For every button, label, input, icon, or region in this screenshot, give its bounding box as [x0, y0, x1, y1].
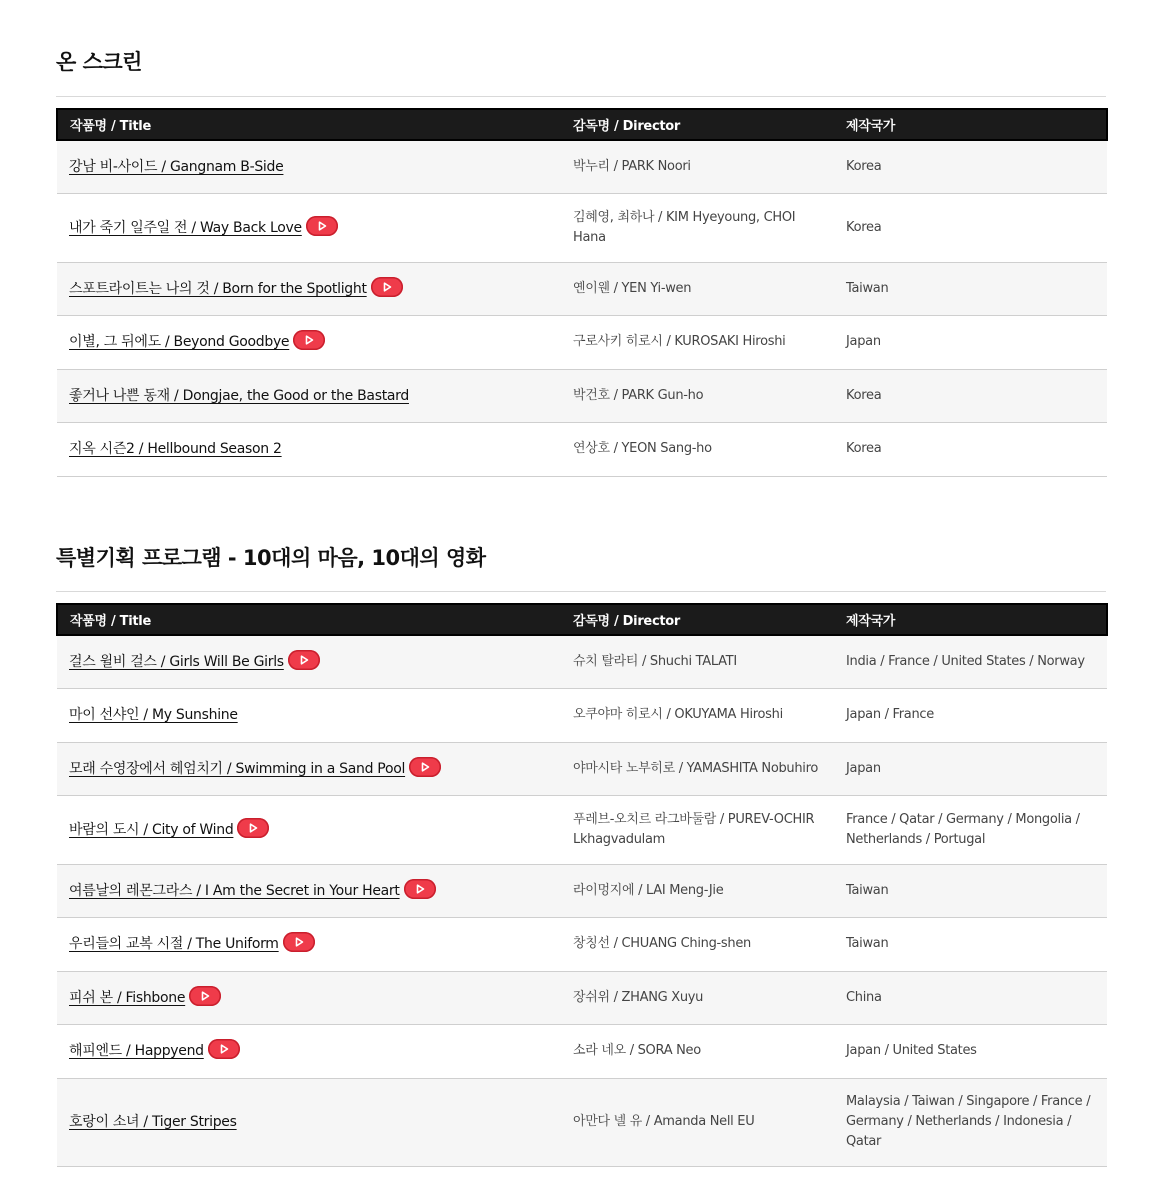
film-title-link[interactable]: 내가 죽기 일주일 전 / Way Back Love: [69, 219, 302, 236]
film-table: [56, 603, 1108, 1167]
play-icon: [381, 281, 393, 293]
table-row: [57, 422, 1107, 476]
country-cell: Taiwan: [834, 262, 1107, 315]
film-title-cell: [57, 1078, 561, 1166]
table-row: [57, 742, 1107, 795]
country-cell: China: [834, 971, 1107, 1024]
table-row: [57, 140, 1107, 193]
film-title-cell: [57, 795, 561, 864]
column-header-title: 작품명 / Title: [57, 604, 561, 635]
country-cell: Malaysia / Taiwan / Singapore / France / Germany / Netherlands / Indonesia / Qatar: [834, 1078, 1107, 1166]
film-title-cell: [57, 193, 561, 262]
film-title-link[interactable]: 모래 수영장에서 헤엄치기 / Swimming in a Sand Pool: [69, 760, 406, 777]
film-title-cell: [57, 422, 561, 476]
table-row: [57, 369, 1107, 422]
play-video-button[interactable]: [288, 650, 320, 670]
director-cell: 슈치 탈라티 / Shuchi TALATI: [561, 635, 834, 688]
film-title-link[interactable]: 여름날의 레몬그라스 / I Am the Secret in Your Heart: [69, 882, 400, 899]
country-cell: India / France / United States / Norway: [834, 635, 1107, 688]
country-cell: Japan: [834, 742, 1107, 795]
play-video-button[interactable]: [404, 879, 436, 899]
film-title-cell: [57, 369, 561, 422]
film-title-link[interactable]: 강남 비-사이드 / Gangnam B-Side: [69, 158, 284, 175]
column-header-country: 제작국가: [834, 604, 1107, 635]
table-row: [57, 193, 1107, 262]
table-row: [57, 315, 1107, 369]
section-divider: [56, 591, 1106, 592]
country-cell: Japan / United States: [834, 1024, 1107, 1078]
table-row: [57, 971, 1107, 1024]
film-title-link[interactable]: 이별, 그 뒤에도 / Beyond Goodbye: [69, 334, 290, 350]
director-cell: 김혜영, 최하나 / KIM Hyeyoung, CHOI Hana: [561, 193, 834, 262]
column-header-director: 감독명 / Director: [561, 109, 834, 140]
director-cell: 연상호 / YEON Sang-ho: [561, 422, 834, 476]
director-cell: 장쉬위 / ZHANG Xuyu: [561, 971, 834, 1024]
table-row: [57, 262, 1107, 315]
director-cell: 소라 네오 / SORA Neo: [561, 1024, 834, 1078]
film-title-link[interactable]: 호랑이 소녀 / Tiger Stripes: [69, 1114, 237, 1130]
film-title-link[interactable]: 지옥 시즌2 / Hellbound Season 2: [69, 441, 282, 457]
film-title-cell: [57, 917, 561, 971]
play-icon: [218, 1043, 230, 1055]
play-video-button[interactable]: [283, 932, 315, 952]
director-cell: 아만다 넬 유 / Amanda Nell EU: [561, 1078, 834, 1166]
film-title-cell: [57, 1024, 561, 1078]
film-title-cell: [57, 688, 561, 742]
play-icon: [199, 990, 211, 1002]
play-video-button[interactable]: [371, 277, 403, 297]
director-cell: 푸레브-오치르 라그바둘람 / PUREV-OCHIR Lkhagvadulam: [561, 795, 834, 864]
director-cell: 옌이웬 / YEN Yi-wen: [561, 262, 834, 315]
column-header-country: 제작국가: [834, 109, 1107, 140]
table-header-row: [57, 109, 1107, 140]
section-title: 온 스크린: [56, 50, 142, 74]
section-divider: [56, 96, 1106, 97]
film-title-cell: [57, 742, 561, 795]
play-icon: [414, 883, 426, 895]
table-row: [57, 864, 1107, 917]
play-icon: [247, 822, 259, 834]
film-title-link[interactable]: 좋거나 나쁜 동재 / Dongjae, the Good or the Bastard: [69, 387, 409, 404]
country-cell: Japan: [834, 315, 1107, 369]
film-title-cell: [57, 971, 561, 1024]
film-table: [56, 108, 1108, 477]
country-cell: Korea: [834, 140, 1107, 193]
film-title-link[interactable]: 피쉬 본 / Fishbone: [69, 989, 186, 1006]
country-cell: Japan / France: [834, 688, 1107, 742]
table-row: [57, 688, 1107, 742]
film-title-link[interactable]: 해피엔드 / Happyend: [69, 1043, 204, 1059]
play-video-button[interactable]: [237, 818, 269, 838]
play-video-button[interactable]: [208, 1039, 240, 1059]
film-title-cell: [57, 262, 561, 315]
film-title-link[interactable]: 바람의 도시 / City of Wind: [69, 821, 234, 838]
section-title: 특별기획 프로그램 - 10대의 마음, 10대의 영화: [56, 546, 486, 570]
table-header-row: [57, 604, 1107, 635]
film-title-cell: [57, 635, 561, 688]
country-cell: Korea: [834, 369, 1107, 422]
table-body: [57, 635, 1107, 1166]
film-title-cell: [57, 315, 561, 369]
film-title-link[interactable]: 스포트라이트는 나의 것 / Born for the Spotlight: [69, 280, 367, 297]
film-title-link[interactable]: 마이 선샤인 / My Sunshine: [69, 707, 238, 723]
director-cell: 오쿠야마 히로시 / OKUYAMA Hiroshi: [561, 688, 834, 742]
play-icon: [316, 220, 328, 232]
country-cell: Korea: [834, 422, 1107, 476]
table-row: [57, 1078, 1107, 1166]
play-icon: [298, 654, 310, 666]
director-cell: 라이멍지에 / LAI Meng-Jie: [561, 864, 834, 917]
table-body: [57, 140, 1107, 476]
country-cell: Taiwan: [834, 864, 1107, 917]
play-video-button[interactable]: [293, 330, 325, 350]
play-icon: [293, 936, 305, 948]
play-icon: [419, 761, 431, 773]
play-video-button[interactable]: [306, 216, 338, 236]
director-cell: 박누리 / PARK Noori: [561, 140, 834, 193]
director-cell: 창칭선 / CHUANG Ching-shen: [561, 917, 834, 971]
column-header-title: 작품명 / Title: [57, 109, 561, 140]
table-row: [57, 917, 1107, 971]
play-icon: [303, 334, 315, 346]
play-video-button[interactable]: [189, 986, 221, 1006]
film-title-cell: [57, 140, 561, 193]
film-title-cell: [57, 864, 561, 917]
director-cell: 박건호 / PARK Gun-ho: [561, 369, 834, 422]
country-cell: France / Qatar / Germany / Mongolia / Netherlands / Portugal: [834, 795, 1107, 864]
column-header-director: 감독명 / Director: [561, 604, 834, 635]
film-title-link[interactable]: 걸스 윌비 걸스 / Girls Will Be Girls: [69, 653, 284, 670]
table-row: [57, 635, 1107, 688]
country-cell: Taiwan: [834, 917, 1107, 971]
table-row: [57, 795, 1107, 864]
director-cell: 야마시타 노부히로 / YAMASHITA Nobuhiro: [561, 742, 834, 795]
director-cell: 구로사키 히로시 / KUROSAKI Hiroshi: [561, 315, 834, 369]
film-title-link[interactable]: 우리들의 교복 시절 / The Uniform: [69, 936, 279, 952]
play-video-button[interactable]: [409, 757, 441, 777]
table-row: [57, 1024, 1107, 1078]
country-cell: Korea: [834, 193, 1107, 262]
